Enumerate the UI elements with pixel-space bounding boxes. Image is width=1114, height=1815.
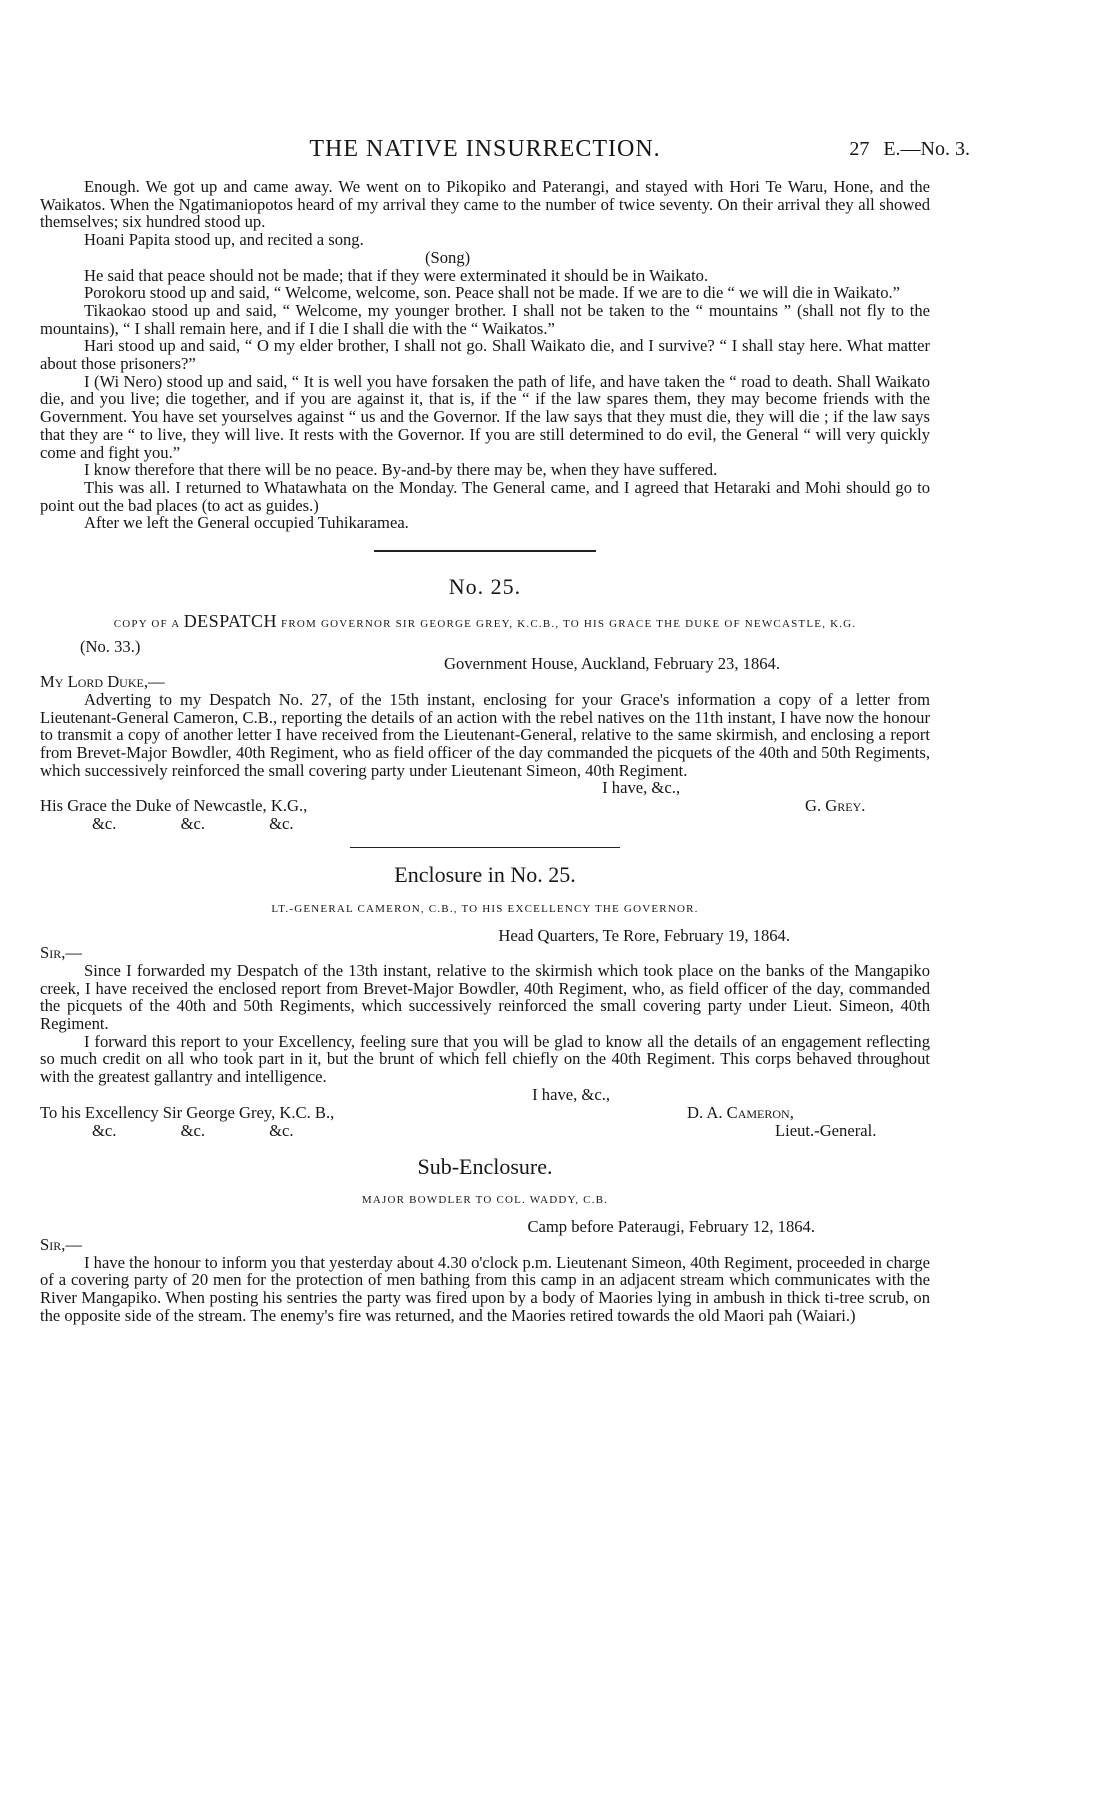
despatch-title xyxy=(40,610,930,632)
paragraph: Porokoru stood up and said, “ Welcome, welcome, son. Peace shall not be made. If we are to die “ we will die in Waikato.” xyxy=(84,283,901,303)
page-number: 27 xyxy=(849,138,870,160)
addressee: His Grace the Duke of Newcastle, K.G., xyxy=(40,796,308,816)
paragraph: After we left the General occupied Tuhikaramea. xyxy=(84,513,409,533)
signatory-rank: Lieut.-General. xyxy=(775,1120,877,1140)
despatch-title-emphasis: DESPATCH xyxy=(183,610,278,631)
page-reference xyxy=(849,138,970,161)
despatch-reference: (No. 33.) xyxy=(80,636,141,656)
paragraph: I (Wi Nero) stood up and said, “ It is well you have forsaken the path of life, and have taken the “ road to death. Shall Waikato die, and you live; die together, and if you are against it, that is, if the “ if the law spares them, they may become friends with the Government. You have set yourselves against “ us and the Governor. If the law says that they must die, they will die ; if the law says that they are “ to live, they will live. It rests with the Governor. If you are still determined to do evil, the General “ will very quickly come and fight you.” xyxy=(40,371,930,462)
paragraph: Since I forwarded my Despatch of the 13th instant, relative to the skirmish which took place on the banks of the Mangapiko creek, I have received the enclosed report from Brevet-Major Bowdler, 40th Regiment, who, as field officer of the day, commanded the picquets of the 40th and 50th Regiments, which successively reinforced the small covering party under Lieut. Simeon, 40th Regiment. xyxy=(40,960,930,1034)
etc-row xyxy=(40,1122,930,1140)
paragraph: He said that peace should not be made; that if they were exterminated it should be in Waikato. xyxy=(84,265,709,285)
section-divider xyxy=(374,550,596,552)
place-date: Government House, Auckland, February 23, 1864. xyxy=(444,654,780,674)
section-divider xyxy=(350,847,620,848)
despatch-title-part: FROM GOVERNOR SIR GEORGE GREY, K.C.B., TO HIS GRACE THE DUKE OF NEWCASTLE, K.G. xyxy=(277,617,857,630)
addressee-row xyxy=(40,1104,930,1122)
place-date: Camp before Pateraugi, February 12, 1864. xyxy=(527,1217,815,1237)
section-heading: No. 25. xyxy=(448,574,522,600)
song-label: (Song) xyxy=(425,247,471,267)
paragraph: This was all. I returned to Whatawhata on the Monday. The General came, and I agreed that Hetaraki and Mohi should go to point out the bad places (to act as guides.) xyxy=(40,477,930,515)
closing: I have, &c., xyxy=(532,1084,610,1104)
section-heading: Sub-Enclosure. xyxy=(417,1153,553,1179)
despatch-title-part: COPY OF A xyxy=(113,617,184,630)
letter-title: LT.-GENERAL CAMERON, C.B., TO HIS EXCELLENCY THE GOVERNOR. xyxy=(271,902,699,915)
paragraph: I know therefore that there will be no peace. By-and-by there may be, when they have suffered. xyxy=(84,460,718,480)
paragraph: Enough. We got up and came away. We went on to Pikopiko and Paterangi, and stayed with Hori Te Waru, Hone, and the Waikatos. When the Ngatimaniopotos heard of my arrival they came to the number of twice seventy. On their arrival they all showed themselves; six hundred stood up. xyxy=(40,177,930,232)
closing: I have, &c., xyxy=(602,778,680,798)
page-header xyxy=(40,136,970,166)
addressee: To his Excellency Sir George Grey, K.C. B., xyxy=(40,1102,335,1122)
paragraph: Adverting to my Despatch No. 27, of the 15th instant, enclosing for your Grace's information a copy of a letter from Lieutenant-General Cameron, C.B., reporting the details of an action with the rebel natives on the 11th instant, I have now the honour to transmit a copy of another letter I have received from the Lieutenant-General, relative to the same skirmish, and enclosing a report from Brevet-Major Bowdler, 40th Regiment, who as field officer of the day commanded the picquets of the 40th and 50th Regiments, which successively reinforced the small covering party under Lieutenant Simeon, 40th Regiment. xyxy=(40,689,930,780)
addressee-row xyxy=(40,797,930,815)
running-title: THE NATIVE INSURRECTION. xyxy=(309,136,661,162)
document-body xyxy=(40,178,930,1324)
salutation: Sir,— xyxy=(40,943,82,963)
etc-line: &c. &c. &c. xyxy=(92,1120,294,1140)
paragraph: Hari stood up and said, “ O my elder brother, I shall not go. Shall Waikato die, and I survive? “ I shall stay here. What matter about those prisoners?” xyxy=(40,336,930,374)
section-heading: Enclosure in No. 25. xyxy=(394,861,576,887)
salutation: My Lord Duke,— xyxy=(40,672,165,692)
paragraph: I have the honour to inform you that yesterday about 4.30 o'clock p.m. Lieutenant Simeon, 40th Regiment, proceeded in charge of a covering party of 20 men for the protection of men bathing from this camp in an adjacent stream which communicates with the River Mangapiko. When posting his sentries the party was fired upon by a body of Maories lying in ambush in thick ti-tree scrub, on the opposite side of the stream. The enemy's fire was returned, and the Maories retired towards the old Maori pah (Waiari.) xyxy=(40,1252,930,1325)
signature: G. Grey. xyxy=(805,796,866,816)
series-number: E.—No. 3. xyxy=(883,138,970,160)
place-date: Head Quarters, Te Rore, February 19, 1864. xyxy=(498,925,790,945)
salutation: Sir,— xyxy=(40,1234,82,1254)
etc-line: &c. &c. &c. xyxy=(92,814,294,834)
letter-title: MAJOR BOWDLER TO COL. WADDY, C.B. xyxy=(361,1194,609,1207)
paragraph: I forward this report to your Excellency, feeling sure that you will be glad to know all the details of an engagement reflecting so much credit on all who took part in it, but the brunt of which fell chiefly on the 40th Regiment. This corps behaved throughout with the greatest gallantry and intelligence. xyxy=(40,1031,930,1087)
paragraph: Tikaokao stood up and said, “ Welcome, my younger brother. I shall not be taken to the “ mountains ” (shall not fly to the mountains), “ I shall remain here, and if I die I shall die with the “ Waikatos.” xyxy=(40,300,930,338)
paragraph: Hoani Papita stood up, and recited a song. xyxy=(84,230,364,250)
signature: D. A. Cameron, xyxy=(687,1102,794,1122)
